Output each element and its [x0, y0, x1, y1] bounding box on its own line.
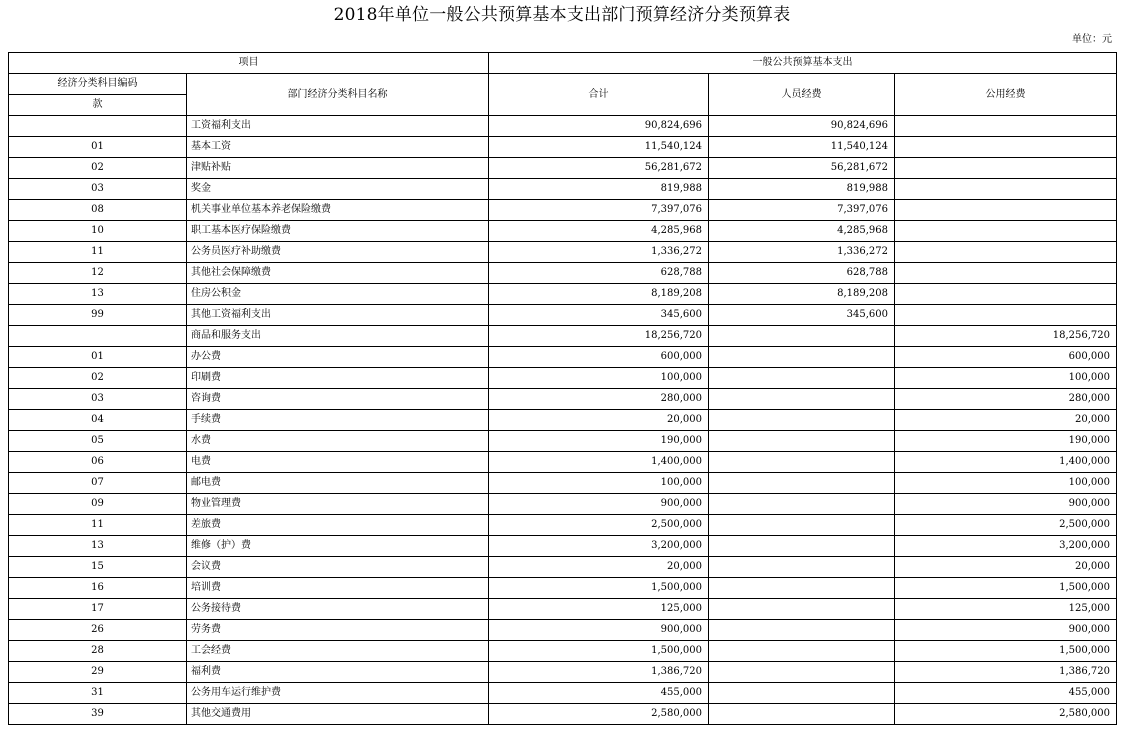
row-name: 奖金	[187, 179, 489, 200]
row-name: 印刷费	[187, 368, 489, 389]
row-public: 20,000	[895, 410, 1117, 431]
table-row	[9, 473, 1117, 494]
row-total: 455,000	[489, 683, 709, 704]
table-row	[9, 137, 1117, 158]
row-code: 08	[9, 200, 187, 221]
row-name: 其他交通费用	[187, 704, 489, 725]
row-name: 公务员医疗补助缴费	[187, 242, 489, 263]
row-name: 住房公积金	[187, 284, 489, 305]
table-row	[9, 284, 1117, 305]
table-row	[9, 410, 1117, 431]
row-total: 628,788	[489, 263, 709, 284]
row-code: 10	[9, 221, 187, 242]
row-total: 8,189,208	[489, 284, 709, 305]
row-code: 39	[9, 704, 187, 725]
row-personnel	[709, 473, 895, 494]
row-public: 1,386,720	[895, 662, 1117, 683]
row-personnel: 819,988	[709, 179, 895, 200]
row-total: 900,000	[489, 620, 709, 641]
table-row	[9, 200, 1117, 221]
row-personnel: 90,824,696	[709, 116, 895, 137]
row-total: 90,824,696	[489, 116, 709, 137]
row-public: 2,580,000	[895, 704, 1117, 725]
row-name: 劳务费	[187, 620, 489, 641]
row-public: 900,000	[895, 494, 1117, 515]
table-row	[9, 431, 1117, 452]
row-total: 345,600	[489, 305, 709, 326]
row-personnel	[709, 515, 895, 536]
row-public: 280,000	[895, 389, 1117, 410]
row-code: 03	[9, 389, 187, 410]
row-personnel: 11,540,124	[709, 137, 895, 158]
row-name: 津贴补贴	[187, 158, 489, 179]
row-code	[9, 326, 187, 347]
row-total: 18,256,720	[489, 326, 709, 347]
table-row	[9, 158, 1117, 179]
row-personnel	[709, 578, 895, 599]
row-code: 01	[9, 137, 187, 158]
row-personnel	[709, 326, 895, 347]
table-row	[9, 683, 1117, 704]
row-total: 1,500,000	[489, 578, 709, 599]
row-personnel: 628,788	[709, 263, 895, 284]
row-personnel	[709, 494, 895, 515]
row-code: 02	[9, 158, 187, 179]
row-public	[895, 158, 1117, 179]
row-name: 维修（护）费	[187, 536, 489, 557]
row-public	[895, 179, 1117, 200]
row-public	[895, 137, 1117, 158]
row-total: 20,000	[489, 557, 709, 578]
row-personnel: 8,189,208	[709, 284, 895, 305]
row-public	[895, 200, 1117, 221]
row-total: 2,500,000	[489, 515, 709, 536]
row-code: 28	[9, 641, 187, 662]
row-name: 其他工资福利支出	[187, 305, 489, 326]
row-code: 13	[9, 284, 187, 305]
row-total: 7,397,076	[489, 200, 709, 221]
row-total: 1,500,000	[489, 641, 709, 662]
table-row	[9, 536, 1117, 557]
row-name: 基本工资	[187, 137, 489, 158]
row-public: 2,500,000	[895, 515, 1117, 536]
row-total: 11,540,124	[489, 137, 709, 158]
row-code: 03	[9, 179, 187, 200]
row-public: 125,000	[895, 599, 1117, 620]
row-personnel	[709, 389, 895, 410]
row-code: 01	[9, 347, 187, 368]
row-public	[895, 221, 1117, 242]
row-name: 工会经费	[187, 641, 489, 662]
table-row	[9, 515, 1117, 536]
table-row	[9, 662, 1117, 683]
row-total: 20,000	[489, 410, 709, 431]
row-code: 16	[9, 578, 187, 599]
row-name: 电费	[187, 452, 489, 473]
table-row	[9, 326, 1117, 347]
row-total: 4,285,968	[489, 221, 709, 242]
row-personnel	[709, 662, 895, 683]
row-public: 455,000	[895, 683, 1117, 704]
row-public: 18,256,720	[895, 326, 1117, 347]
row-name: 其他社会保障缴费	[187, 263, 489, 284]
row-code: 11	[9, 515, 187, 536]
row-name: 会议费	[187, 557, 489, 578]
row-personnel	[709, 410, 895, 431]
header-item: 项目	[9, 53, 489, 74]
row-name: 商品和服务支出	[187, 326, 489, 347]
row-personnel	[709, 431, 895, 452]
row-code: 02	[9, 368, 187, 389]
header-name-col: 部门经济分类科目名称	[187, 74, 489, 116]
table-row	[9, 578, 1117, 599]
row-personnel	[709, 641, 895, 662]
table-row	[9, 389, 1117, 410]
table-row	[9, 242, 1117, 263]
row-public: 1,500,000	[895, 578, 1117, 599]
row-code: 99	[9, 305, 187, 326]
row-total: 100,000	[489, 473, 709, 494]
row-code: 11	[9, 242, 187, 263]
row-public: 1,500,000	[895, 641, 1117, 662]
row-personnel: 1,336,272	[709, 242, 895, 263]
row-code: 06	[9, 452, 187, 473]
report-title: 2018年单位一般公共预算基本支出部门预算经济分类预算表	[333, 5, 791, 25]
header-public: 公用经费	[895, 74, 1117, 116]
table-row	[9, 368, 1117, 389]
header-kuan: 款	[9, 95, 187, 116]
row-name: 职工基本医疗保险缴费	[187, 221, 489, 242]
row-code: 12	[9, 263, 187, 284]
row-code: 04	[9, 410, 187, 431]
row-total: 125,000	[489, 599, 709, 620]
row-name: 工资福利支出	[187, 116, 489, 137]
row-public: 100,000	[895, 473, 1117, 494]
row-public: 3,200,000	[895, 536, 1117, 557]
table-row	[9, 557, 1117, 578]
row-name: 水费	[187, 431, 489, 452]
row-total: 1,386,720	[489, 662, 709, 683]
row-name: 咨询费	[187, 389, 489, 410]
row-public: 900,000	[895, 620, 1117, 641]
row-public	[895, 242, 1117, 263]
row-name: 公务接待费	[187, 599, 489, 620]
row-code: 05	[9, 431, 187, 452]
row-code: 26	[9, 620, 187, 641]
row-code: 15	[9, 557, 187, 578]
row-personnel	[709, 704, 895, 725]
row-name: 公务用车运行维护费	[187, 683, 489, 704]
row-public: 100,000	[895, 368, 1117, 389]
row-code: 07	[9, 473, 187, 494]
table-row	[9, 704, 1117, 725]
row-personnel	[709, 536, 895, 557]
row-total: 190,000	[489, 431, 709, 452]
row-code: 09	[9, 494, 187, 515]
header-personnel: 人员经费	[709, 74, 895, 116]
row-personnel	[709, 599, 895, 620]
row-total: 600,000	[489, 347, 709, 368]
header-row-2	[9, 74, 1117, 95]
row-personnel	[709, 347, 895, 368]
row-personnel	[709, 620, 895, 641]
unit-label: 单位：元	[1072, 34, 1112, 45]
row-total: 900,000	[489, 494, 709, 515]
row-code	[9, 116, 187, 137]
row-name: 差旅费	[187, 515, 489, 536]
header-general-budget: 一般公共预算基本支出	[489, 53, 1117, 74]
row-name: 办公费	[187, 347, 489, 368]
row-code: 29	[9, 662, 187, 683]
row-total: 56,281,672	[489, 158, 709, 179]
row-personnel	[709, 452, 895, 473]
row-total: 3,200,000	[489, 536, 709, 557]
table-row	[9, 347, 1117, 368]
header-code-group: 经济分类科目编码	[9, 74, 187, 95]
table-row	[9, 305, 1117, 326]
row-name: 培训费	[187, 578, 489, 599]
row-public	[895, 284, 1117, 305]
table-row	[9, 179, 1117, 200]
row-total: 280,000	[489, 389, 709, 410]
row-code: 31	[9, 683, 187, 704]
row-total: 819,988	[489, 179, 709, 200]
table-row	[9, 620, 1117, 641]
table-row	[9, 641, 1117, 662]
budget-table-body	[9, 53, 1117, 725]
row-name: 手续费	[187, 410, 489, 431]
row-public: 1,400,000	[895, 452, 1117, 473]
table-row	[9, 116, 1117, 137]
row-personnel: 56,281,672	[709, 158, 895, 179]
table-row	[9, 599, 1117, 620]
table-row	[9, 263, 1117, 284]
row-total: 100,000	[489, 368, 709, 389]
row-name: 福利费	[187, 662, 489, 683]
row-personnel: 4,285,968	[709, 221, 895, 242]
table-row	[9, 221, 1117, 242]
row-public: 190,000	[895, 431, 1117, 452]
row-code: 13	[9, 536, 187, 557]
row-public	[895, 116, 1117, 137]
budget-table	[8, 52, 1117, 725]
row-name: 邮电费	[187, 473, 489, 494]
row-personnel	[709, 368, 895, 389]
row-public	[895, 305, 1117, 326]
row-personnel: 345,600	[709, 305, 895, 326]
row-total: 2,580,000	[489, 704, 709, 725]
row-public	[895, 263, 1117, 284]
row-name: 机关事业单位基本养老保险缴费	[187, 200, 489, 221]
header-total: 合计	[489, 74, 709, 116]
row-total: 1,400,000	[489, 452, 709, 473]
row-name: 物业管理费	[187, 494, 489, 515]
header-row-1	[9, 53, 1117, 74]
row-code: 17	[9, 599, 187, 620]
row-public: 20,000	[895, 557, 1117, 578]
table-row	[9, 452, 1117, 473]
row-public: 600,000	[895, 347, 1117, 368]
row-personnel	[709, 683, 895, 704]
row-total: 1,336,272	[489, 242, 709, 263]
row-personnel: 7,397,076	[709, 200, 895, 221]
row-personnel	[709, 557, 895, 578]
table-row	[9, 494, 1117, 515]
